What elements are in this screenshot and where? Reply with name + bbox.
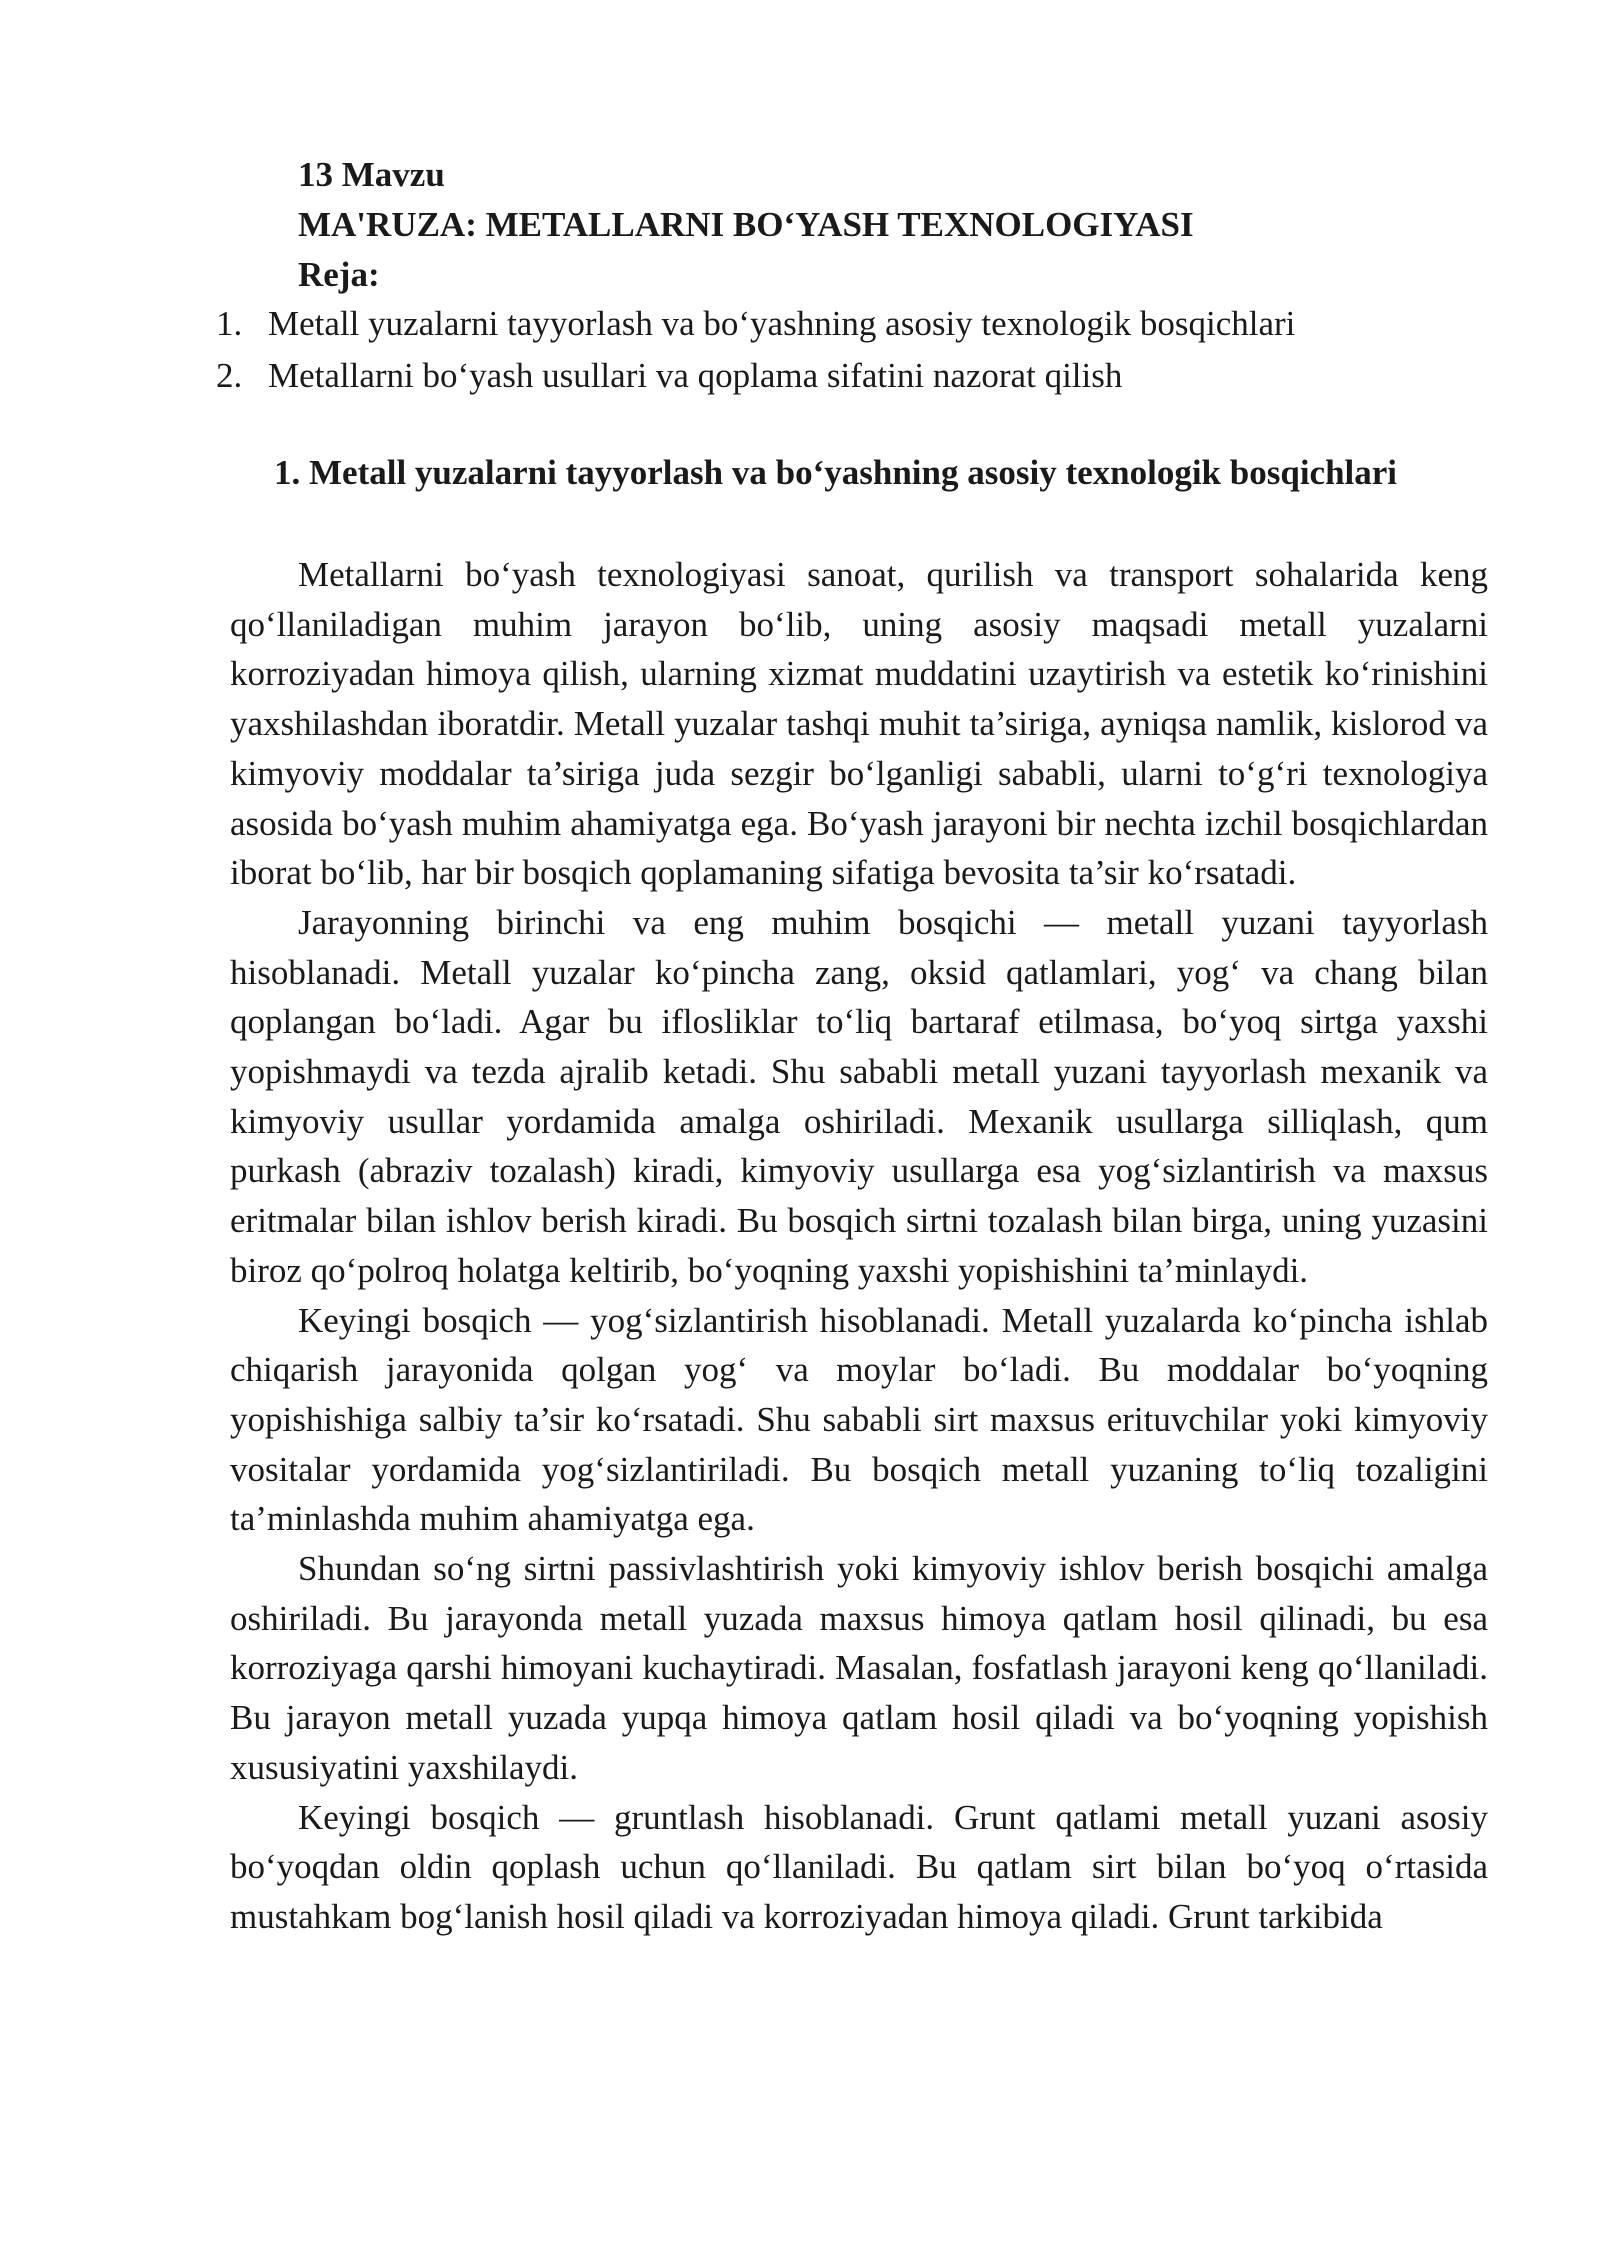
plan-item bbox=[216, 350, 1295, 402]
plan-item-number: 1. bbox=[216, 304, 243, 343]
plan-item-number: 2. bbox=[216, 356, 243, 395]
paragraph: Keyingi bosqich — gruntlash hisoblanadi. Grunt qatlami metall yuzani asosiy bo‘yoqdan oldin qoplash uchun qo‘llaniladi. Bu qatlam sirt bilan bo‘yoq o‘rtasida mustahkam bog‘lanish hosil qiladi va korroziyadan himoya qiladi. Grunt tarkibida bbox=[230, 1797, 1488, 1936]
paragraph: Keyingi bosqich — yog‘sizlantirish hisoblanadi. Metall yuzalarda ko‘pincha ishlab chiqarish jarayonida qolgan yog‘ va moylar bo‘ladi. Bu moddalar bo‘yoqning yopishishiga salbiy ta’sir ko‘rsatadi. Shu sababli sirt maxsus erituvchilar yoki kimyoviy vositalar yordamida yog‘sizlantiriladi. Bu bosqich metall yuzaning to‘liq tozaligini ta’minlashda muhim ahamiyatga ega. bbox=[230, 1300, 1488, 1539]
body-text bbox=[230, 550, 1488, 1942]
plan-list bbox=[216, 298, 1295, 402]
paragraph: Shundan so‘ng sirtni passivlashtirish yoki kimyoviy ishlov berish bosqichi amalga oshiriladi. Bu jarayonda metall yuzada maxsus himoya qatlam hosil qilinadi, bu esa korroziyaga qarshi himoyani kuchaytiradi. Masalan, fosfatlash jarayoni keng qo‘llaniladi. Bu jarayon metall yuzada yupqa himoya qatlam hosil qiladi va bo‘yoqning yopishish xususiyatini yaxshilaydi. bbox=[230, 1549, 1488, 1787]
section-heading: 1. Metall yuzalarni tayyorlash va bo‘yashning asosiy texnologik bosqichlari bbox=[274, 453, 1398, 492]
plan-label: Reja: bbox=[298, 255, 380, 294]
topic-number: 13 Mavzu bbox=[298, 155, 445, 194]
plan-item bbox=[216, 298, 1295, 350]
plan-item-text: Metall yuzalarni tayyorlash va bo‘yashning asosiy texnologik bosqichlari bbox=[268, 304, 1296, 343]
paragraph: Metallarni bo‘yash texnologiyasi sanoat, qurilish va transport sohalarida keng qo‘llaniladigan muhim jarayon bo‘lib, uning asosiy maqsadi metall yuzalarni korroziyadan himoya qilish, ularning xizmat muddatini uzaytirish va estetik ko‘rinishini yaxshilashdan iboratdir. Metall yuzalar tashqi muhit ta’siriga, ayniqsa namlik, kislorod va kimyoviy moddalar ta’siriga juda sezgir bo‘lganligi sababli, ularni to‘g‘ri texnologiya asosida bo‘yash muhim ahamiyatga ega. Bo‘yash jarayoni bir nechta izchil bosqichlardan iborat bo‘lib, har bir bosqich qoplamaning sifatiga bevosita ta’sir ko‘rsatadi. bbox=[230, 555, 1488, 893]
lecture-title: MA'RUZA: METALLARNI BO‘YASH TEXNOLOGIYASI bbox=[298, 205, 1194, 244]
plan-item-text: Metallarni bo‘yash usullari va qoplama sifatini nazorat qilish bbox=[268, 356, 1123, 395]
paragraph: Jarayonning birinchi va eng muhim bosqichi — metall yuzani tayyorlash hisoblanadi. Metall yuzalar ko‘pincha zang, oksid qatlamlari, yog‘ va chang bilan qoplangan bo‘ladi. Agar bu iflosliklar to‘liq bartaraf etilmasa, bo‘yoq sirtga yaxshi yopishmaydi va tezda ajralib ketadi. Shu sababli metall yuzani tayyorlash mexanik va kimyoviy usullar yordamida amalga oshiriladi. Mexanik usullarga silliqlash, qum purkash (abraziv tozalash) kiradi, kimyoviy usullarga esa yog‘sizlantirish va maxsus eritmalar bilan ishlov berish kiradi. Bu bosqich sirtni tozalash bilan birga, uning yuzasini biroz qo‘polroq holatga keltirib, bo‘yoqning yaxshi yopishishini ta’minlaydi. bbox=[230, 902, 1488, 1290]
